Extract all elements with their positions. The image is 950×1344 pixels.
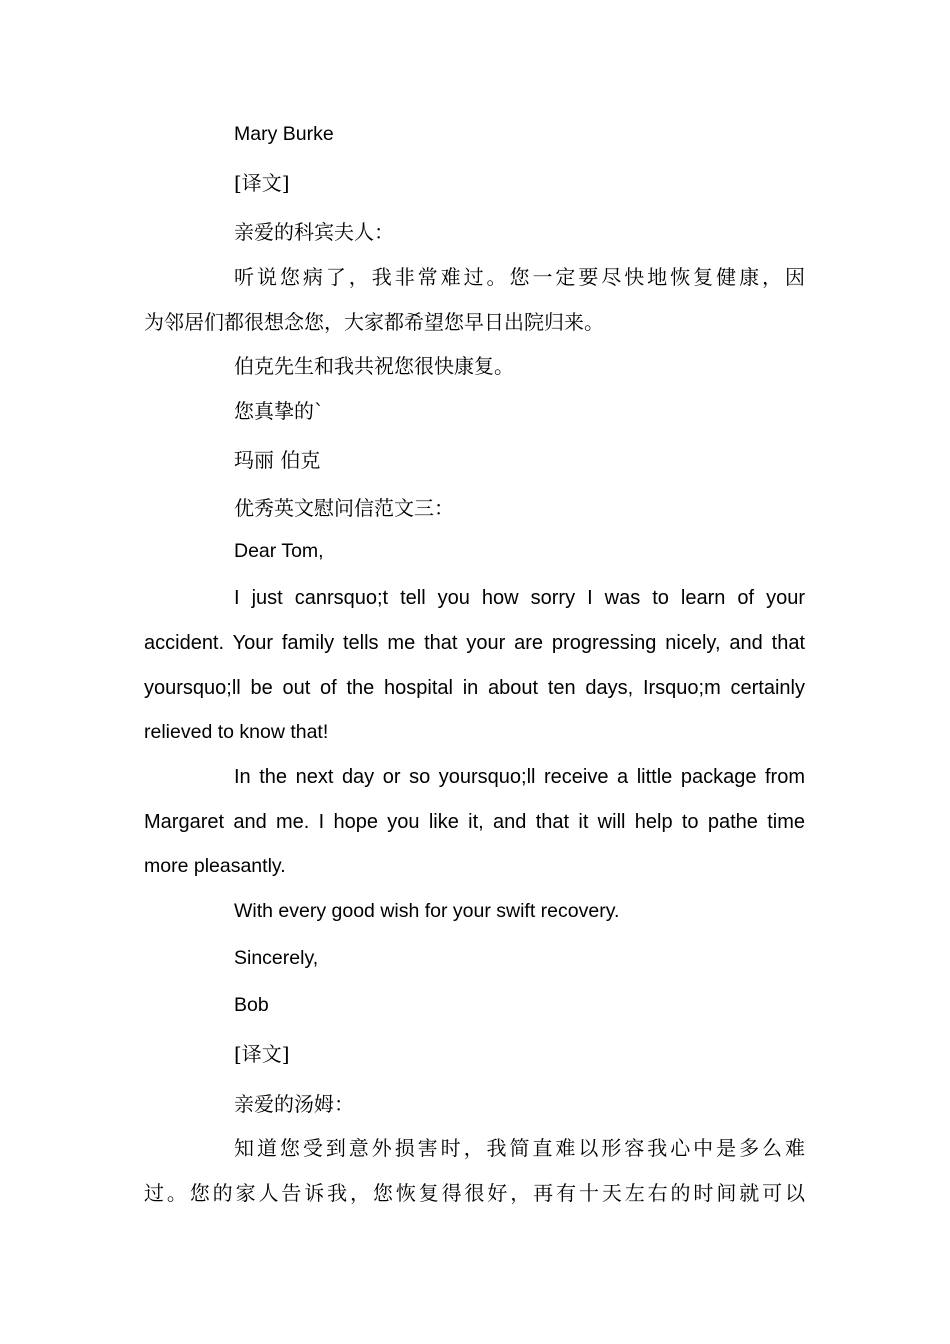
paragraph-line: more pleasantly. <box>144 855 286 877</box>
section-heading: 优秀英文慰问信范文三： <box>234 496 454 520</box>
salutation-chinese-2: 亲爱的汤姆： <box>234 1092 354 1116</box>
paragraph-line: 伯克先生和我共祝您很快康复。 <box>234 354 514 378</box>
paragraph-line: 为邻居们都很想念您，大家都希望您早日出院归来。 <box>144 310 604 334</box>
signature-english: Mary Burke <box>234 123 334 145</box>
paragraph-line: Margaret and me. I hope you like it, and that it will help to pathe time <box>144 811 805 833</box>
paragraph-line: relieved to know that! <box>144 721 329 743</box>
paragraph-line: 过。您的家人告诉我，您恢复得很好，再有十天左右的时间就可以 <box>144 1181 805 1205</box>
translation-heading-2: [译文] <box>234 1042 290 1066</box>
paragraph-line: 听说您病了，我非常难过。您一定要尽快地恢复健康，因 <box>234 265 805 289</box>
signature-english: Bob <box>234 994 269 1016</box>
signature-chinese: 玛丽 伯克 <box>234 448 321 472</box>
paragraph-line: I just canrsquo;t tell you how sorry I was to learn of your <box>234 587 805 609</box>
paragraph-line: yoursquo;ll be out of the hospital in about ten days, Irsquo;m certainly <box>144 677 805 699</box>
paragraph-line: In the next day or so yoursquo;ll receive a little package from <box>234 766 805 788</box>
paragraph-line: 知道您受到意外损害时，我简直难以形容我心中是多么难 <box>234 1136 805 1160</box>
closing-english: Sincerely, <box>234 947 319 969</box>
paragraph-line: accident. Your family tells me that your are progressing nicely, and that <box>144 632 805 654</box>
salutation-english: Dear Tom, <box>234 540 324 562</box>
closing-chinese: 您真挚的` <box>234 399 324 423</box>
translation-heading-1: [译文] <box>234 171 290 195</box>
paragraph-line: With every good wish for your swift recovery. <box>234 900 620 922</box>
salutation-chinese-1: 亲爱的科宾夫人： <box>234 220 394 244</box>
